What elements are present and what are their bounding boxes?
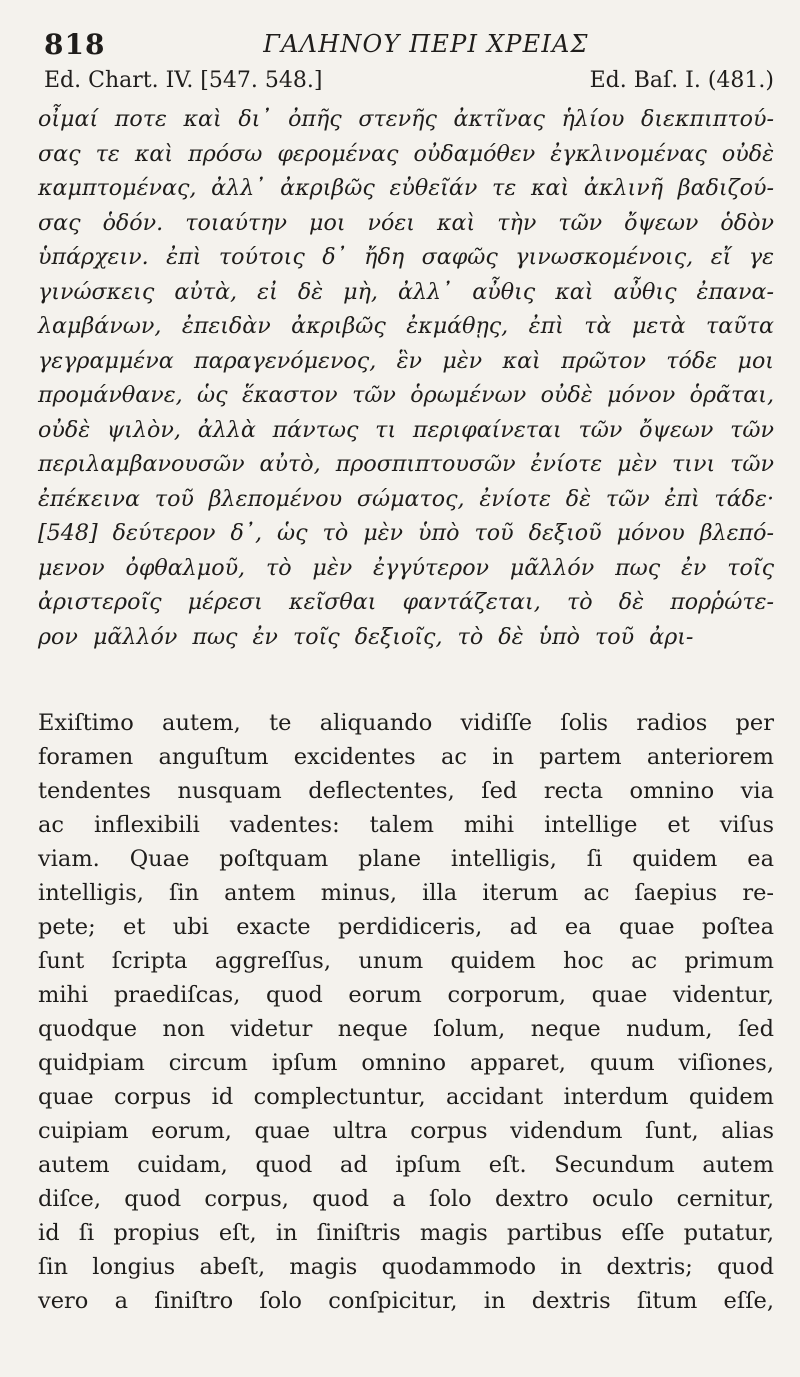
page-header [38,26,774,66]
latin-line: vero a ſiniſtro ſolo conſpicitur, in dextris ſitum eſſe, [38,1288,774,1314]
latin-line: ſunt ſcripta aggreſſus, unum quidem hoc ac primum [38,948,774,974]
edition-reference-left: Ed. Chart. IV. [547. 548.] [44,68,323,93]
greek-line: γεγραμμένα παραγενόμενος, ἓν μὲν καὶ πρῶτον τόδε μοι [38,347,774,374]
latin-line: tendentes nusquam deflectentes, ſed recta omnino via [38,778,774,804]
latin-line: Exiſtimo autem, te aliquando vidiſſe ſolis radios per [38,710,774,736]
latin-line: quae corpus id complectuntur, accidant interdum quidem [38,1084,774,1110]
latin-line: pete; et ubi exacte perdidiceris, ad ea quae poſtea [38,914,774,940]
greek-line: οὐδὲ ψιλὸν, ἀλλὰ πάντως τι περιφαίνεται τῶν ὄψεων τῶν [38,416,774,443]
greek-line: [548] δεύτερον δ᾽, ὡς τὸ μὲν ὑπὸ τοῦ δεξιοῦ μόνου βλεπό- [38,520,774,546]
latin-text [38,706,774,1318]
latin-line: quidpiam circum ipſum omnino apparet, quum viſiones, [38,1050,774,1076]
greek-line: προμάνθανε, ὡς ἕκαστον τῶν ὁρωμένων οὐδὲ μόνον ὁρᾶται, [38,382,774,408]
latin-line: diſce, quod corpus, quod a ſolo dextro oculo cernitur, [38,1186,774,1212]
greek-line: καμπτομένας, ἀλλ᾽ ἀκριβῶς εὐθεῖάν τε καὶ ἀκλινῆ βαδιζού- [38,175,774,201]
latin-line: mihi praediſcas, quod eorum corporum, quae videntur, [38,982,774,1008]
greek-line: μενον ὀφθαλμοῦ, τὸ μὲν ἐγγύτερον μᾶλλόν πως ἐν τοῖς [38,554,774,581]
latin-line: viam. Quae poſtquam plane intelligis, ſi quidem ea [38,846,774,872]
latin-line: quodque non videtur neque ſolum, neque nudum, ſed [38,1016,774,1042]
greek-line: σας ὁδόν. τοιαύτην μοι νόει καὶ τὴν τῶν ὄψεων ὁδὸν [38,209,774,236]
latin-line: autem cuidam, quod ad ipſum eſt. Secundum autem [38,1152,774,1178]
greek-line: ρον μᾶλλόν πως ἐν τοῖς δεξιοῖς, τὸ δὲ ὑπὸ τοῦ ἀρι- [38,623,694,650]
page-number: 818 [44,28,106,61]
greek-line: ἀριστεροῖς μέρεσι κεῖσθαι φαντάζεται, τὸ δὲ πορῥώτε- [38,589,774,615]
latin-line: intelligis, ſin antem minus, illa iterum ac ſaepius re- [38,880,774,906]
greek-line: λαμβάνων, ἐπειδὰν ἀκριβῶς ἐκμάθῃς, ἐπὶ τὰ μετὰ ταῦτα [38,313,774,339]
latin-line: cuipiam eorum, quae ultra corpus videndum ſunt, alias [38,1118,774,1144]
latin-line: id ſi propius eſt, in ſiniſtris magis partibus eſſe putatur, [38,1220,774,1246]
greek-text [38,102,774,654]
greek-line: περιλαμβανουσῶν αὐτὸ, προσπιπτουσῶν ἐνίοτε μὲν τινι τῶν [38,451,774,477]
latin-line: foramen anguſtum excidentes ac in partem anteriorem [38,744,774,770]
latin-line: ſin longius abeſt, magis quodammodo in dextris; quod [38,1254,774,1280]
edition-reference-right: Ed. Baſ. I. (481.) [589,68,774,93]
greek-line: γινώσκεις αὐτὰ, εἰ δὲ μὴ, ἀλλ᾽ αὖθις καὶ αὖθις ἐπανα- [38,278,774,305]
section-gap [38,654,774,676]
edition-references [38,68,774,102]
greek-line: σας τε καὶ πρόσω φερομένας οὐδαμόθεν ἐγκλινομένας οὐδὲ [38,140,774,167]
greek-line: ὑπάρχειν. ἐπὶ τούτοις δ᾽ ἤδη σαφῶς γινωσκομένοις, εἴ γε [38,244,774,270]
greek-line: ἐπέκεινα τοῦ βλεπομένου σώματος, ἐνίοτε δὲ τῶν ἐπὶ τάδε· [38,485,774,512]
latin-line: ac inflexibili vadentes: talem mihi intellige et viſus [38,812,774,838]
running-title: ΓΑΛΗΝΟΥ ΠΕΡΙ ΧΡΕΙΑΣ [263,30,589,58]
greek-line: οἶμαί ποτε καὶ δι᾽ ὀπῆς στενῆς ἀκτῖνας ἡλίου διεκπιπτού- [38,106,774,132]
